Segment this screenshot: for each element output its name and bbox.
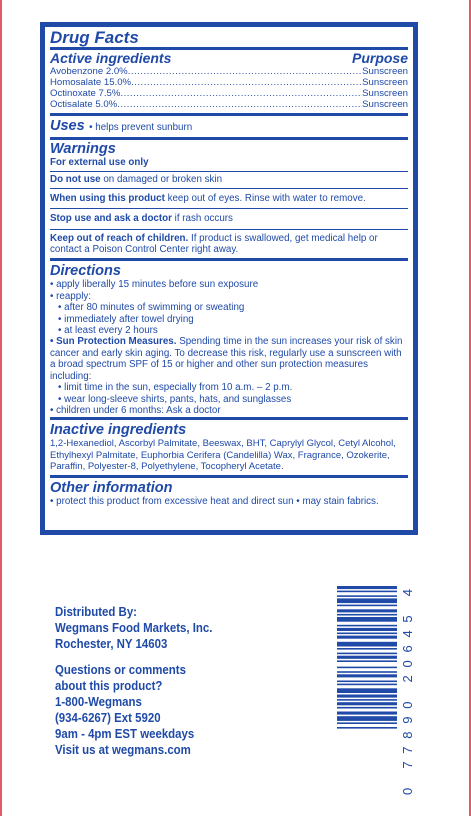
company-name: Wegmans Food Markets, Inc. xyxy=(55,620,213,635)
barcode-bar xyxy=(337,642,397,647)
list-item xyxy=(50,88,408,99)
drug-facts-title: Drug Facts xyxy=(50,28,139,47)
inactive-ingredients-section xyxy=(50,420,408,474)
do-not-use-text xyxy=(50,172,408,187)
list-item xyxy=(50,66,408,77)
when-using-body: keep out of eyes. Rinse with water to remove. xyxy=(164,192,366,204)
barcode-bar xyxy=(337,614,397,616)
list-item: • reapply: xyxy=(50,290,92,302)
do-not-use-body: on damaged or broken skin xyxy=(100,174,223,186)
barcode-bar xyxy=(337,722,397,724)
drug-facts-inner xyxy=(45,27,413,530)
ingredient-purpose: Sunscreen xyxy=(362,66,408,77)
phone-number: 1-800-Wegmans xyxy=(55,694,142,709)
stop-use-label: Stop use and ask a doctor xyxy=(50,213,172,225)
when-using-label: When using this product xyxy=(50,192,165,204)
barcode-bar xyxy=(337,595,397,597)
directions-heading: Directions xyxy=(50,263,121,280)
active-ingredients-header xyxy=(50,50,408,66)
other-information-text: • protect this product from excessive heat and direct sun • may stain fabrics. xyxy=(50,495,379,507)
when-using-text xyxy=(50,189,408,208)
sun-protection-label: • Sun Protection Measures. xyxy=(50,336,177,348)
distributed-by-label: Distributed By: xyxy=(55,604,137,619)
warnings-section xyxy=(50,140,408,258)
list-item xyxy=(50,336,408,382)
barcode-bar xyxy=(337,628,397,631)
list-item: • wear long-sleeve shirts, pants, hats, and sunglasses xyxy=(58,393,292,405)
other-information-section xyxy=(50,478,408,507)
external-use-text: For external use only xyxy=(50,157,149,168)
leader-dots xyxy=(117,99,362,110)
barcode-bar xyxy=(337,702,397,705)
list-item xyxy=(50,77,408,88)
barcode-bar xyxy=(337,660,397,662)
stop-use-text xyxy=(50,209,408,228)
ingredient-purpose: Sunscreen xyxy=(362,99,408,110)
ingredient-name: Avobenzone 2.0% xyxy=(50,66,128,77)
purpose-heading: Purpose xyxy=(351,50,408,66)
barcode-bar xyxy=(337,598,397,603)
active-ingredients-heading: Active ingredients xyxy=(50,50,172,66)
barcode-bar xyxy=(337,681,397,683)
keep-out-label: Keep out of reach of children. xyxy=(50,232,189,244)
barcode-bar xyxy=(337,674,397,677)
ingredient-name: Octinoxate 7.5% xyxy=(50,88,121,99)
barcode-digits: 0 77890 20645 4 xyxy=(400,589,415,795)
questions-line: Questions or comments xyxy=(55,662,186,677)
list-item: • apply liberally 15 minutes before sun exposure xyxy=(50,279,259,291)
barcode-bar xyxy=(337,727,397,729)
leader-dots xyxy=(131,77,362,88)
spacer xyxy=(55,652,275,662)
barcode-bar xyxy=(337,653,397,655)
company-address: Rochester, NY 14603 xyxy=(55,636,168,651)
do-not-use-label: Do not use xyxy=(50,174,101,186)
barcode-bar xyxy=(337,671,397,673)
ingredient-name: Octisalate 5.0% xyxy=(50,99,118,110)
barcode-bar xyxy=(337,636,397,639)
uses-heading: Uses xyxy=(50,118,85,134)
other-information-heading: Other information xyxy=(50,479,173,496)
keep-out-text xyxy=(50,230,408,259)
active-ingredients-list xyxy=(50,66,408,113)
drug-facts-panel xyxy=(40,22,418,535)
barcode-bar xyxy=(337,591,397,593)
list-item: • at least every 2 hours xyxy=(58,325,158,337)
service-hours: 9am - 4pm EST weekdays xyxy=(55,726,195,741)
distributor-block xyxy=(55,604,275,758)
barcode-bar xyxy=(337,688,397,693)
barcode-bar xyxy=(337,695,397,698)
barcode-bar xyxy=(337,617,397,622)
barcode xyxy=(337,585,415,797)
list-item: • immediately after towel drying xyxy=(58,313,194,325)
keep-out-body: If product is swallowed, get medical help or contact a Poison Control Center right away. xyxy=(50,232,378,256)
questions-line: about this product? xyxy=(55,678,163,693)
barcode-bar xyxy=(337,656,397,659)
directions-section xyxy=(50,261,408,417)
barcode-bars xyxy=(337,586,397,729)
barcode-bar xyxy=(337,707,397,709)
warnings-heading: Warnings xyxy=(50,141,116,157)
barcode-bar xyxy=(337,605,397,607)
barcode-bar xyxy=(337,586,397,589)
leader-dots xyxy=(120,88,362,99)
barcode-bar xyxy=(337,667,397,669)
left-edge-line xyxy=(0,0,2,816)
inactive-ingredients-text: 1,2-Hexanediol, Ascorbyl Palmitate, Beeswax, BHT, Caprylyl Glycol, Cetyl Alcohol, Ethylhexyl Palmitate, Euphorbia Cerifera (Candelilla) Wax, Fragrance, Ozokerite, Paraffin, Polyester-8, Polyethylene, Tocopheryl Acetate. xyxy=(50,438,396,473)
website-text: Visit us at wegmans.com xyxy=(55,742,191,757)
barcode-bar xyxy=(337,712,397,715)
ingredient-purpose: Sunscreen xyxy=(362,77,408,88)
list-item: • after 80 minutes of swimming or sweating xyxy=(58,302,245,314)
inactive-ingredients-heading: Inactive ingredients xyxy=(50,422,187,439)
ingredient-name: Homosalate 15.0% xyxy=(50,77,132,88)
list-item: • limit time in the sun, especially from 10 a.m. – 2 p.m. xyxy=(58,382,293,394)
phone-extension: (934-6267) Ext 5920 xyxy=(55,710,161,725)
uses-section xyxy=(50,116,408,137)
barcode-bar xyxy=(337,609,397,612)
uses-text: • helps prevent sunburn xyxy=(89,122,193,133)
ingredient-purpose: Sunscreen xyxy=(362,88,408,99)
barcode-bar xyxy=(337,625,397,627)
barcode-bar xyxy=(337,716,397,721)
sun-protection-body: Spending time in the sun increases your risk of skin cancer and early skin aging. To decrease this risk, regularly use a sunscreen with a broad spectrum SPF of 15 or higher and other sun protection measures including: xyxy=(50,336,403,382)
stop-use-body: if rash occurs xyxy=(171,213,233,225)
list-item: • children under 6 months: Ask a doctor xyxy=(50,404,221,416)
barcode-bar xyxy=(337,648,397,650)
barcode-bar xyxy=(337,684,397,686)
barcode-bar xyxy=(337,699,397,701)
barcode-bar xyxy=(337,633,397,635)
list-item xyxy=(50,99,408,113)
leader-dots xyxy=(128,66,362,77)
